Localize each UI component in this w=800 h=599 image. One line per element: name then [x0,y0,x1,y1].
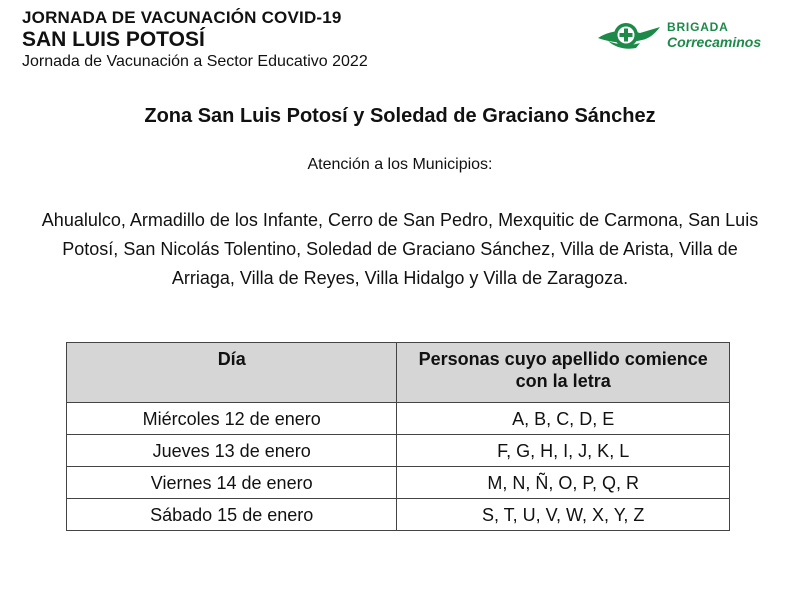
municipalities-intro: Atención a los Municipios: [307,156,493,173]
brigada-correcaminos-logo [596,14,786,58]
letters-cell: A, B, C, D, E [397,403,730,435]
column-header-day: Día [67,343,397,403]
campaign-subtitle: Jornada de Vacunación a Sector Educativo 2022 [22,53,368,70]
logo-word-brigada: BRIGADA [667,20,729,34]
letters-cell: F, G, H, I, J, K, L [397,435,730,467]
day-cell: Viernes 14 de enero [67,467,397,499]
table-row [67,499,730,531]
day-cell: Miércoles 12 de enero [67,403,397,435]
logo-wordmark [667,21,761,49]
state-title: SAN LUIS POTOSÍ [22,28,205,51]
document-header [22,8,368,72]
table-row [67,435,730,467]
letters-cell: M, N, Ñ, O, P, Q, R [397,467,730,499]
day-cell: Sábado 15 de enero [67,499,397,531]
table-header-row [67,343,730,403]
logo-word-correcaminos: Correcaminos [667,34,762,50]
letters-cell: S, T, U, V, W, X, Y, Z [397,499,730,531]
zone-title: Zona San Luis Potosí y Soledad de Graciano Sánchez [144,105,656,127]
day-cell: Jueves 13 de enero [67,435,397,467]
vaccination-schedule-table [66,342,730,531]
table-row [67,403,730,435]
table-row [67,467,730,499]
column-header-letters: Personas cuyo apellido comience con la letra [397,343,730,403]
roadrunner-icon [596,14,666,58]
municipalities-list: Ahualulco, Armadillo de los Infante, Cerro de San Pedro, Mexquitic de Carmona, San Luis Potosí, San Nicolás Tolentino, Soledad de Graciano Sánchez, Villa de Arista, Villa de Arriaga, Villa de Reyes, Villa Hidalgo y Villa de Zaragoza. [41,210,759,288]
campaign-title: JORNADA DE VACUNACIÓN COVID-19 [22,8,342,27]
